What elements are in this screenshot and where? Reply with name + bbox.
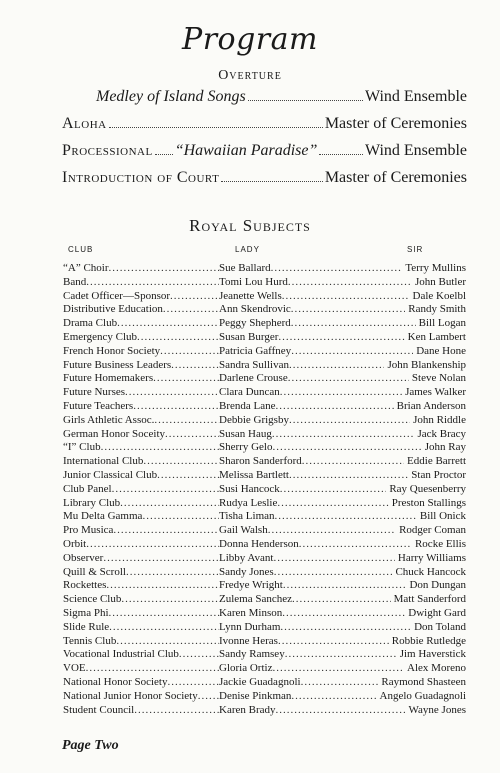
table-row: [63, 331, 466, 345]
lady-name: Karen Brady: [219, 703, 276, 716]
dot-leader: [125, 386, 219, 400]
table-row: [63, 566, 466, 580]
table-row: [63, 510, 466, 524]
dot-leader: [101, 441, 219, 455]
club-name: Sigma Phi: [63, 606, 109, 619]
dot-leader: [277, 497, 388, 511]
sir-name: Steve Nolan: [411, 372, 466, 385]
dot-leader: [116, 635, 219, 649]
dot-leader: [121, 593, 219, 607]
club-name: Club Panel: [63, 482, 112, 495]
dot-leader: [165, 428, 219, 442]
dot-leader: [142, 510, 219, 524]
lady-name: Rudya Leslie: [219, 496, 278, 509]
dot-leader: [112, 483, 219, 497]
sir-name: Rocke Ellis: [414, 537, 466, 550]
table-row: [63, 262, 466, 276]
royal-subjects-table: [63, 262, 466, 717]
table-row: [63, 538, 466, 552]
page-footer: Page Two: [62, 738, 119, 753]
sir-name: Jim Haverstick: [399, 648, 466, 661]
dot-leader: [319, 154, 363, 155]
dot-leader: [301, 676, 379, 690]
sir-name: James Walker: [405, 386, 466, 399]
sir-name: John Butler: [414, 275, 466, 288]
sir-name: Ray Quesenberry: [389, 482, 466, 495]
club-name: Student Council: [63, 703, 135, 716]
program-item-performer: Wind Ensemble: [365, 88, 467, 105]
table-row: [63, 648, 466, 662]
club-name: Distributive Education: [63, 303, 163, 316]
club-name: Junior Classical Club: [63, 468, 158, 481]
sir-name: Chuck Hancock: [395, 565, 466, 578]
dot-leader: [276, 704, 406, 718]
dot-leader: [154, 414, 219, 428]
dot-leader: [278, 331, 404, 345]
club-name: “I” Club: [63, 441, 101, 454]
program-item-title: Aloha: [62, 115, 107, 132]
sir-name: John Blankenship: [387, 358, 466, 371]
lady-name: Peggy Shepherd: [219, 317, 291, 330]
dot-leader: [86, 276, 219, 290]
table-row: [63, 455, 466, 469]
table-row: [63, 524, 466, 538]
overture-heading: Overture: [218, 68, 282, 83]
sir-name: Don Dungan: [409, 579, 466, 592]
club-name: Orbit: [63, 537, 87, 550]
club-name: “A” Choir: [63, 262, 109, 274]
club-name: Future Teachers: [63, 399, 134, 412]
lady-name: Gloria Ortiz: [219, 662, 273, 675]
lady-name: Denise Pinkman: [219, 689, 292, 702]
lady-name: Debbie Grigsby: [219, 413, 289, 426]
sir-name: Randy Smith: [408, 303, 466, 316]
club-name: Slide Rule: [63, 620, 110, 633]
sir-name: John Riddle: [413, 413, 466, 426]
sir-name: Alex Moreno: [407, 662, 466, 675]
dot-leader: [120, 497, 219, 511]
table-row: [63, 635, 466, 649]
dot-leader: [155, 154, 173, 155]
sir-name: Eddie Barrett: [407, 455, 466, 468]
dot-leader: [137, 331, 219, 345]
club-name: Vocational Industrial Club: [63, 648, 179, 661]
lady-name: Ann Skendrovic: [219, 303, 291, 316]
lady-name: Jeanette Wells: [219, 289, 282, 302]
dot-leader: [289, 469, 408, 483]
dot-leader: [282, 290, 410, 304]
lady-name: Susan Haug: [219, 427, 272, 440]
dot-leader: [291, 317, 416, 331]
club-name: Science Club: [63, 593, 122, 606]
table-row: [63, 290, 466, 304]
dot-leader: [283, 579, 407, 593]
club-name: Tennis Club: [63, 634, 117, 647]
dot-leader: [198, 690, 219, 704]
table-row: [63, 359, 466, 373]
dot-leader: [291, 345, 413, 359]
dot-leader: [271, 262, 403, 276]
dot-leader: [292, 593, 391, 607]
lady-name: Patricia Gaffney: [219, 344, 292, 357]
dot-leader: [288, 276, 412, 290]
table-row: [63, 579, 466, 593]
table-row: [63, 386, 466, 400]
program-item-title: Medley of Island Songs: [96, 88, 246, 105]
dot-leader: [285, 648, 397, 662]
royal-subjects-heading: Royal Subjects: [189, 216, 311, 235]
dot-leader: [167, 676, 219, 690]
table-row: [63, 621, 466, 635]
dot-leader: [282, 607, 405, 621]
program-item-performer: Wind Ensemble: [365, 142, 467, 159]
dot-leader: [143, 455, 219, 469]
dot-leader: [170, 290, 219, 304]
sir-name: Dale Koelbl: [412, 289, 466, 302]
table-row: [63, 400, 466, 414]
dot-leader: [272, 441, 421, 455]
dot-leader: [113, 524, 219, 538]
sir-name: Preston Stallings: [391, 496, 466, 509]
lady-name: Susi Hancock: [219, 482, 280, 495]
dot-leader: [134, 704, 219, 718]
dot-leader: [289, 359, 385, 373]
sir-name: Terry Mullins: [405, 262, 466, 274]
lady-name: Melissa Bartlett: [219, 468, 289, 481]
dot-leader: [275, 510, 417, 524]
dot-leader: [289, 414, 410, 428]
dot-leader: [291, 690, 376, 704]
dot-leader: [272, 428, 415, 442]
lady-name: Donna Henderson: [219, 537, 299, 550]
club-name: German Honor Soceity: [63, 427, 166, 440]
sir-name: Ken Lambert: [407, 330, 466, 343]
sir-column-header: SIR: [407, 245, 424, 254]
sir-name: Stan Proctor: [411, 468, 466, 481]
lady-name: Tisha Liman: [219, 510, 275, 523]
sir-name: Robbie Rutledge: [391, 634, 466, 647]
sir-name: Rodger Coman: [399, 524, 466, 537]
sir-name: Bill Logan: [418, 317, 466, 330]
sir-name: Wayne Jones: [408, 703, 466, 716]
dot-leader: [302, 455, 404, 469]
club-name: International Club: [63, 455, 144, 468]
club-name: Girls Athletic Assoc.: [63, 413, 155, 426]
dot-leader: [86, 662, 219, 676]
club-name: Rockettes: [63, 579, 107, 592]
table-row: [63, 428, 466, 442]
dot-leader: [109, 127, 323, 128]
lady-name: Sandy Jones: [219, 565, 274, 578]
lady-name: Jackie Guadagnoli: [219, 675, 301, 688]
table-row: [63, 469, 466, 483]
club-name: VOE: [63, 662, 86, 675]
club-name: Observer: [63, 551, 104, 564]
dot-leader: [126, 566, 219, 580]
lady-name: Brenda Lane: [219, 399, 276, 412]
dot-leader: [106, 579, 219, 593]
table-row: [63, 372, 466, 386]
table-row: [63, 607, 466, 621]
dot-leader: [272, 662, 404, 676]
lady-name: Sherry Gelo: [219, 441, 273, 454]
sir-name: Angelo Guadagnoli: [379, 689, 466, 702]
table-row: [63, 414, 466, 428]
dot-leader: [280, 386, 402, 400]
club-name: Pro Musica: [63, 524, 114, 537]
club-name: Mu Delta Gamma: [63, 510, 143, 523]
sir-name: Dane Hone: [416, 344, 466, 357]
sir-name: John Ray: [424, 441, 466, 454]
program-item-title: Processional: [62, 142, 153, 159]
dot-leader: [160, 345, 219, 359]
dot-leader: [103, 552, 219, 566]
dot-leader: [109, 262, 219, 276]
lady-name: Sandy Ramsey: [219, 648, 285, 661]
dot-leader: [221, 181, 323, 182]
club-name: National Junior Honor Society: [63, 689, 198, 702]
lady-name: Darlene Crouse: [219, 372, 288, 385]
dot-leader: [291, 303, 405, 317]
dot-leader: [109, 607, 219, 621]
lady-name: Tomi Lou Hurd: [219, 275, 288, 288]
sir-name: Bill Onick: [419, 510, 466, 523]
table-row: [63, 593, 466, 607]
dot-leader: [274, 566, 393, 580]
lady-name: Sue Ballard: [219, 262, 271, 274]
program-item-performer: Master of Ceremonies: [324, 115, 467, 132]
lady-name: Zulema Sanchez: [219, 593, 292, 606]
dot-leader: [179, 648, 219, 662]
dot-leader: [109, 621, 219, 635]
dot-leader: [133, 400, 219, 414]
sir-name: Raymond Shasteen: [381, 675, 466, 688]
lady-name: Ivonne Heras: [219, 634, 278, 647]
lady-name: Lynn Durham: [219, 620, 281, 633]
page-title: Program: [182, 22, 318, 57]
dot-leader: [288, 372, 409, 386]
lady-column-header: LADY: [235, 245, 260, 254]
club-name: National Honor Society: [63, 675, 168, 688]
program-list: [62, 88, 467, 196]
sir-name: Dwight Gard: [408, 606, 466, 619]
dot-leader: [171, 359, 219, 373]
table-row: [63, 497, 466, 511]
program-item-title: Introduction of Court: [62, 169, 220, 186]
table-row: [63, 704, 466, 718]
sir-name: Don Toland: [414, 620, 466, 633]
lady-name: Karen Minson: [219, 606, 283, 619]
table-row: [63, 552, 466, 566]
sir-name: Matt Sanderford: [393, 593, 466, 606]
club-name: Library Club: [63, 496, 121, 509]
table-row: [63, 345, 466, 359]
club-name: Future Business Leaders: [63, 358, 172, 371]
table-row: [63, 303, 466, 317]
sir-name: Harry Williams: [397, 551, 466, 564]
lady-name: Susan Burger: [219, 330, 279, 343]
dot-leader: [248, 100, 363, 101]
table-row: [63, 276, 466, 290]
program-item: [62, 115, 467, 142]
dot-leader: [273, 552, 394, 566]
lady-name: Libby Avant: [219, 551, 274, 564]
dot-leader: [86, 538, 219, 552]
club-name: Drama Club: [63, 317, 118, 330]
club-name: Cadet Officer—Sponsor: [63, 289, 171, 302]
table-row: [63, 662, 466, 676]
dot-leader: [299, 538, 412, 552]
club-name: Future Homemakers: [63, 372, 154, 385]
club-name: French Honor Society: [63, 344, 161, 357]
dot-leader: [268, 524, 396, 538]
sir-name: Brian Anderson: [396, 399, 466, 412]
lady-name: Gail Walsh: [219, 524, 268, 537]
dot-leader: [276, 400, 394, 414]
lady-name: Clara Duncan: [219, 386, 280, 399]
table-row: [63, 317, 466, 331]
table-row: [63, 690, 466, 704]
lady-name: Sandra Sullivan: [219, 358, 289, 371]
dot-leader: [278, 635, 389, 649]
dot-leader: [153, 372, 219, 386]
program-item: [62, 142, 467, 169]
club-column-header: CLUB: [68, 245, 94, 254]
program-item: [62, 88, 467, 115]
table-row: [63, 676, 466, 690]
club-name: Quill & Scroll: [63, 565, 126, 578]
table-row: [63, 483, 466, 497]
program-item-performer: Master of Ceremonies: [324, 169, 467, 186]
dot-leader: [280, 483, 387, 497]
club-name: Future Nurses: [63, 386, 126, 399]
table-row: [63, 441, 466, 455]
club-name: Emergency Club: [63, 330, 138, 343]
dot-leader: [117, 317, 219, 331]
program-item-piece: “Hawaiian Paradise”: [174, 142, 318, 159]
program-item: [62, 169, 467, 196]
sir-name: Jack Bracy: [417, 427, 466, 440]
lady-name: Sharon Sanderford: [219, 455, 302, 468]
dot-leader: [163, 303, 219, 317]
dot-leader: [157, 469, 219, 483]
lady-name: Fredye Wright: [219, 579, 283, 592]
dot-leader: [280, 621, 411, 635]
club-name: Band: [63, 275, 87, 288]
